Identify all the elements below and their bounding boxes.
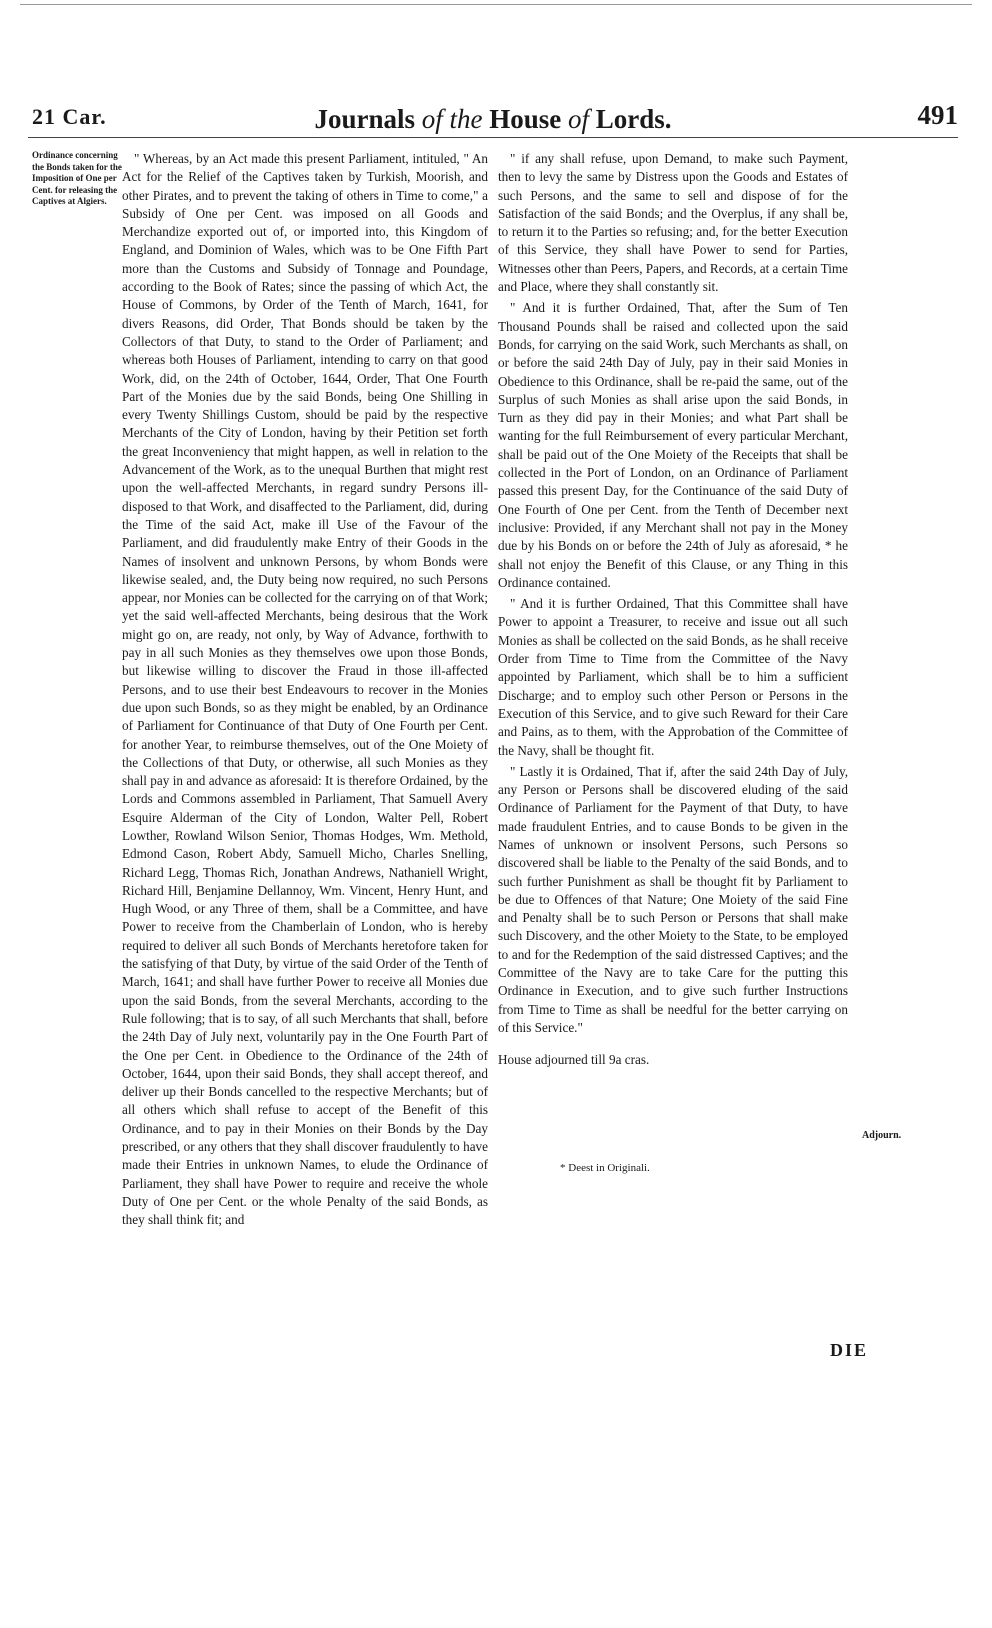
right-column <box>498 150 848 1073</box>
left-column <box>122 150 488 1233</box>
page-header <box>28 100 958 140</box>
paragraph: " And it is further Ordained, That, after the Sum of Ten Thousand Pounds shall be raised and collected upon the said Bonds, for carrying on the said Work, such Merchants as shall, on or before the said 24th Day of July, pay in their said Monies in Obedience to this Ordinance, shall be re-paid the same, out of the Surplus of such Monies as shall arise upon the said Bonds, in Turn as they did pay in their Monies; and what Part shall be wanting for the full Reimbursement of every particular Merchant, shall be paid out of the One Moiety of the Receipts that shall be collected in the Port of London, on an Ordinance of Parliament passed this present Day, for the Continuance of the said Duty of One Fourth of One per Cent. from the Tenth of December next inclusive: Provided, if any Merchant shall not pay in the Money due by his Bonds on or before the 24th of July as aforesaid, * he shall not enjoy the Benefit of this Clause, or any Thing in this Ordinance contained. <box>498 300 848 590</box>
catchword: DIE <box>830 1340 869 1360</box>
running-title: Journals of the House of Lords. <box>314 104 672 134</box>
adjourn-margin-note: Adjourn. <box>862 1130 902 1141</box>
regnal-year: 21 Car. <box>32 104 107 129</box>
paragraph: " Whereas, by an Act made this present Parliament, intituled, " An Act for the Relief of the Captives taken by Turkish, Moorish, and other Pirates, and to prevent the taking of others in Time to come," a Subsidy of One per Cent. was imposed on all Goods and Merchandize exported out of, or imported into, this Kingdom of England, and Dominion of Wales, which was to be One Fifth Part more than the Customs and Subsidy of Tonnage and Poundage, according to the Book of Rates; since the passing of which Act, the House of Commons, by Order of the Tenth of March, 1641, for divers Reasons, did Order, That Bonds should be taken by the Collectors of that Duty, to stand to the Order of Parliament; and whereas both Houses of Parliament, intending to carry on that good Work, did, on the 24th of October, 1644, Order, That One Fourth Part of the Monies due by the said Bonds, being One Shilling in every Twenty Shillings Custom, should be paid by the respective Merchants of the City of London, having by their Petition set forth the great Inconveniency that might happen, as well in relation to the Advancement of the Work, as to the unequal Burthen that might rest upon the well-affected Merchants, in regard sundry Persons ill-disposed to that Work, and disaffected to the Parliament, did, during the Time of the said Act, make ill Use of the Favour of the Parliament, and did fraudulently make Entry of their Goods in the Names of insolvent and unknown Persons, by whom Bonds were likewise sealed, and, the Duty being now required, no such Persons appear, nor Monies can be collected for the carrying on of that Work; yet the said well-affected Merchants, being desirous that the Work might go on, are ready, not only, by Way of Advance, forthwith to pay in all such Monies as they themselves owe upon those Bonds, but likewise willing to discover the Fraud in those ill-affected Persons, and to use their best Endeavours to recover in the Monies due upon such Bonds, so as they might be enabled, by an Ordinance of Parliament for Continuance of that Duty of One Fourth per Cent. for another Year, to reimburse themselves, out of the One Moiety of the Collections of that Duty, or otherwise, all such Monies as they shall pay in and advance as aforesaid: It is therefore Ordained, by the Lords and Commons assembled in Parliament, That Samuell Avery Esquire Alderman of the City of London, Walter Pell, Robert Lowther, Rowland Wilson Senior, Thomas Hodges, Wm. Methold, Edmond Cason, Robert Abdy, Samuell Micho, Charles Snelling, Richard Legg, Thomas Rich, Jonathan Andrews, Nathaniell Wright, Richard Hill, Benjamine Dellannoy, Wm. Vincent, Henry Hunt, and Hugh Wood, or any Three of them, shall be a Committee, and have Power to receive from the Chamberlain of London, who is hereby required to deliver all such Bonds of Merchants heretofore taken for the satisfying of that Duty, by virtue of the said Order of the Tenth of March, 1641; and shall have further Power to receive all Monies due upon the said Bonds, from the several Merchants, according to the Rule following; that is to say, of all such Merchants that shall, before the 24th Day of July next, voluntarily pay in the One Fourth Part of the One per Cent. in Obedience to the Ordinance of the 24th of October, 1644, upon their said Bonds, they shall accept thereof, and deliver up their Bonds cancelled to the respective Merchants; but of all others which shall refuse to accept of the Benefit of this Ordinance, and to pay in their Monies on their Bonds by the Day prescribed, or any others that they shall discover fraudulently to have made their Entries in unknown Names, to elude the Ordinance of Parliament, they shall have Power to require and receive the whole Duty of One per Cent. or the whole Penalty of the said Bonds, as they shall think fit; and <box>122 151 488 1228</box>
footnote: * Deest in Originali. <box>560 1162 650 1174</box>
top-rule <box>20 4 972 5</box>
header-rule <box>28 137 958 138</box>
margin-note: Ordinance concerning the Bonds taken for the Imposition of One per Cent. for releasing the Captives at Algiers. <box>32 150 122 206</box>
adjournment-text: House adjourned till 9a cras. <box>498 1052 650 1068</box>
paragraph: " Lastly it is Ordained, That if, after the said 24th Day of July, any Person or Persons shall be discovered eluding of the said Ordinance of Parliament for the Payment of that Duty, to have made fraudulent Entries, and to cause Bonds to be given in the Names of unknown or insolvent Persons, such Persons so discovered shall be liable to the Penalty of the said Bonds, and to such further Punishment as shall be thought fit by Parliament to be due to Offences of that Nature; One Moiety of the said Fine and Penalty shall be to such Person or Persons that shall make such Discovery, and the other Moiety to the State, to be employed to and for the Redemption of the said distressed Captives; and the Committee of the Navy are to take Care for the putting this Ordinance in Execution, and to give such further Instructions from Time to Time as shall be needful for the better carrying on of this Service." <box>498 763 848 1035</box>
page-number: 491 <box>917 100 958 130</box>
adjournment <box>498 1051 848 1069</box>
paragraph: " if any shall refuse, upon Demand, to make such Payment, then to levy the same by Distress upon the Goods and Estates of such Persons, and the same to sell and dispose of for the Satisfaction of the said Bonds; and the Overplus, if any shall be, to return it to the Parties so refusing; and, for the better Execution of this Service, they shall have Power to send for Parties, Witnesses other than Peers, Papers, and Records, at a certain Time and Place, where they shall constantly sit. <box>498 151 848 295</box>
paragraph: " And it is further Ordained, That this Committee shall have Power to appoint a Treasurer, to receive and issue out all such Monies as shall be collected on the said Bonds, as he shall receive Order from Time to Time from the Committee of the Navy appointed by Parliament, which shall be to him a sufficient Discharge; and to employ such other Person or Persons in the Execution of this Service, and to give such Reward for their Care and Pains, as to them, with the Approbation of the Committee of the Navy, shall be thought fit. <box>498 596 848 758</box>
